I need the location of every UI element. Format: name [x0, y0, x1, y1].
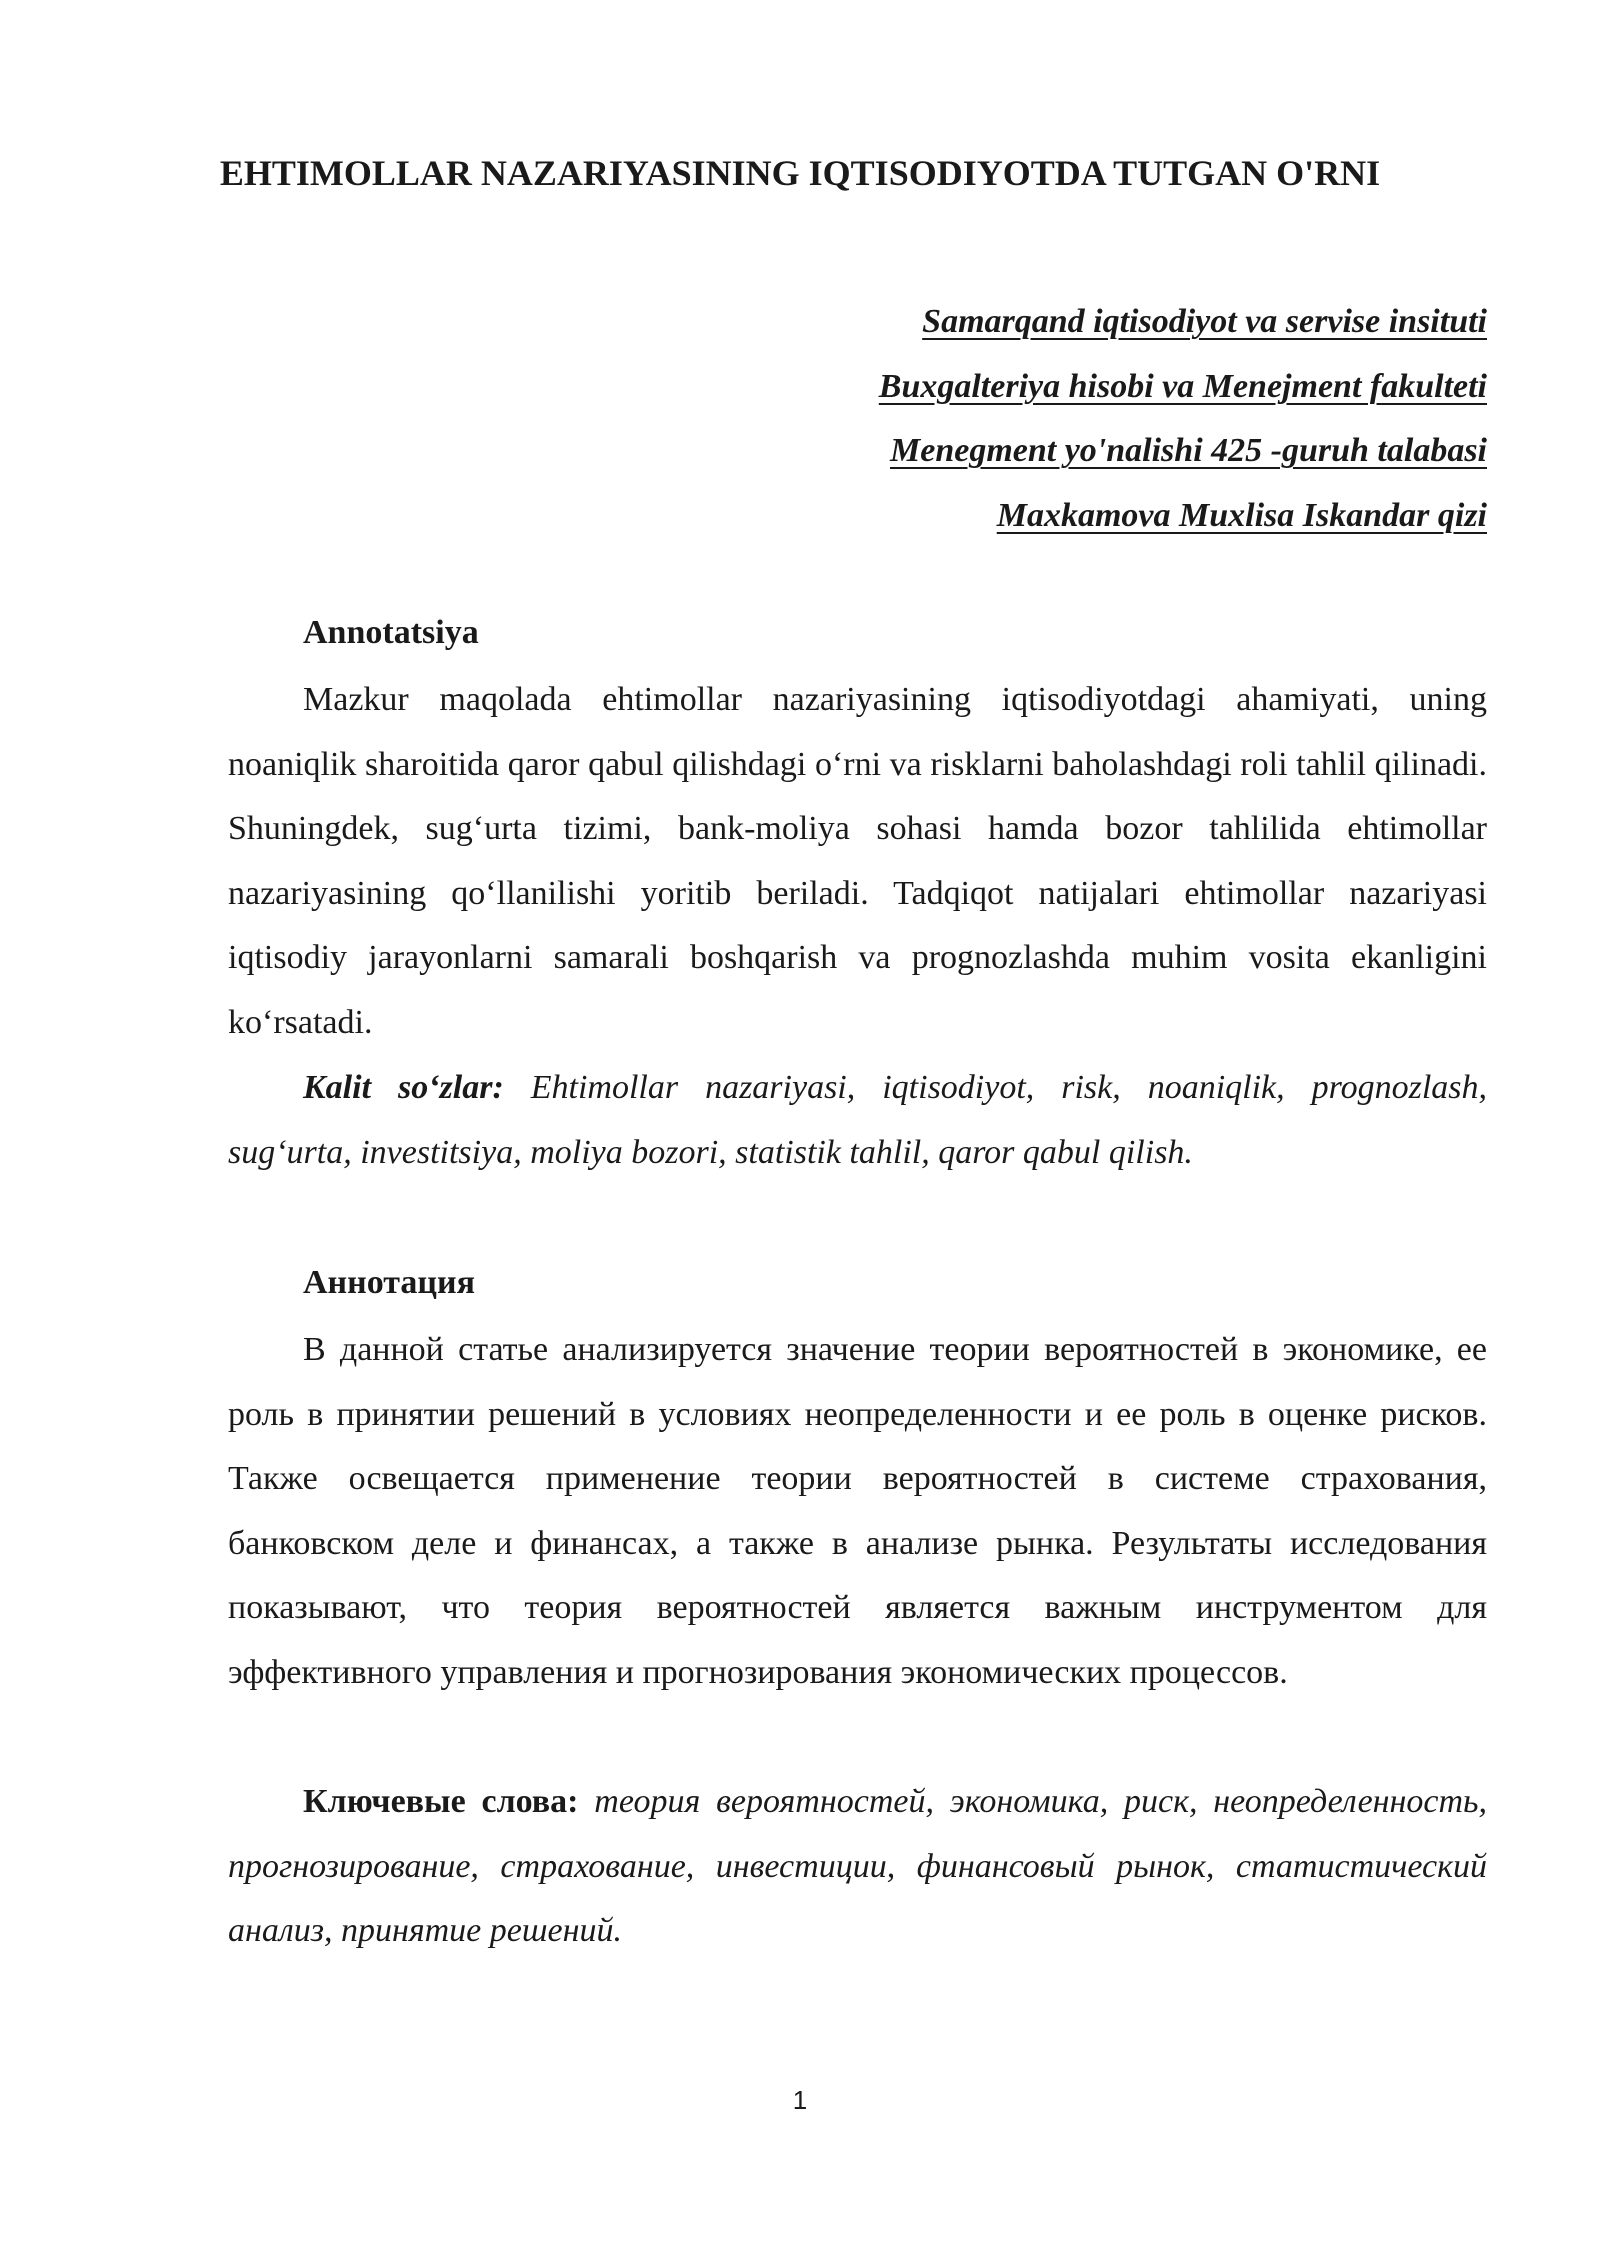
keywords-uz-list: Ehtimollar nazariyasi, iqtisodiyot, risk, noaniqlik, prognozlash, sug‘urta, investitsiya, moliya bozori, statistik tahlil, qaror qabul qilish.	[228, 1069, 1487, 1171]
affiliation-institute: Samarqand iqtisodiyot va servise insituti	[922, 303, 1487, 340]
annotation-uz-keywords	[228, 1056, 1487, 1185]
annotation-ru-keywords	[228, 1770, 1487, 1964]
author-affiliation	[879, 290, 1487, 548]
annotation-ru-heading: Аннотация	[303, 1264, 475, 1301]
annotation-uz-body: Mazkur maqolada ehtimollar nazariyasining iqtisodiyotdagi ahamiyati, uning noaniqlik sharoitida qaror qabul qilishdagi o‘rni va risklarni baholashdagi roli tahlil qilinadi. Shuningdek, sug‘urta tizimi, bank-moliya sohasi hamda bozor tahlilida ehtimollar nazariyasining qo‘llanilishi yoritib beriladi. Tadqiqot natijalari ehtimollar nazariyasi iqtisodiy jarayonlarni samarali boshqarish va prognozlashda muhim vosita ekanligini ko‘rsatadi.	[228, 681, 1487, 1041]
annotation-ru-body: В данной статье анализируется значение теории вероятностей в экономике, ее роль в принятии решений в условиях неопределенности и ее роль в оценке рисков. Также освещается применение теории вероятностей в системе страхования, банковском деле и финансах, а также в анализе рынка. Результаты исследования показывают, что теория вероятностей является важным инструментом для эффективного управления и прогнозирования экономических процессов.	[228, 1331, 1487, 1691]
author-name: Maxkamova Muxlisa Iskandar qizi	[996, 496, 1487, 534]
affiliation-group: Menegment yo'nalishi 425 -guruh talabasi	[890, 432, 1487, 469]
page-number: 1	[792, 2085, 808, 2115]
keywords-ru-list: теория вероятностей, экономика, риск, неопределенность, прогнозирование, страхование, инвестиции, финансовый рынок, статистический анализ, принятие решений.	[228, 1783, 1488, 1949]
article-title: EHTIMOLLAR NAZARIYASINING IQTISODIYOTDA TUTGAN O'RNI	[219, 153, 1381, 193]
annotation-uz-heading: Annotatsiya	[303, 614, 479, 651]
keywords-uz-label: Kalit so‘zlar:	[303, 1069, 504, 1106]
keywords-ru-label: Ключевые слова:	[303, 1783, 579, 1820]
affiliation-faculty: Buxgalteriya hisobi va Menejment fakulteti	[878, 367, 1487, 405]
